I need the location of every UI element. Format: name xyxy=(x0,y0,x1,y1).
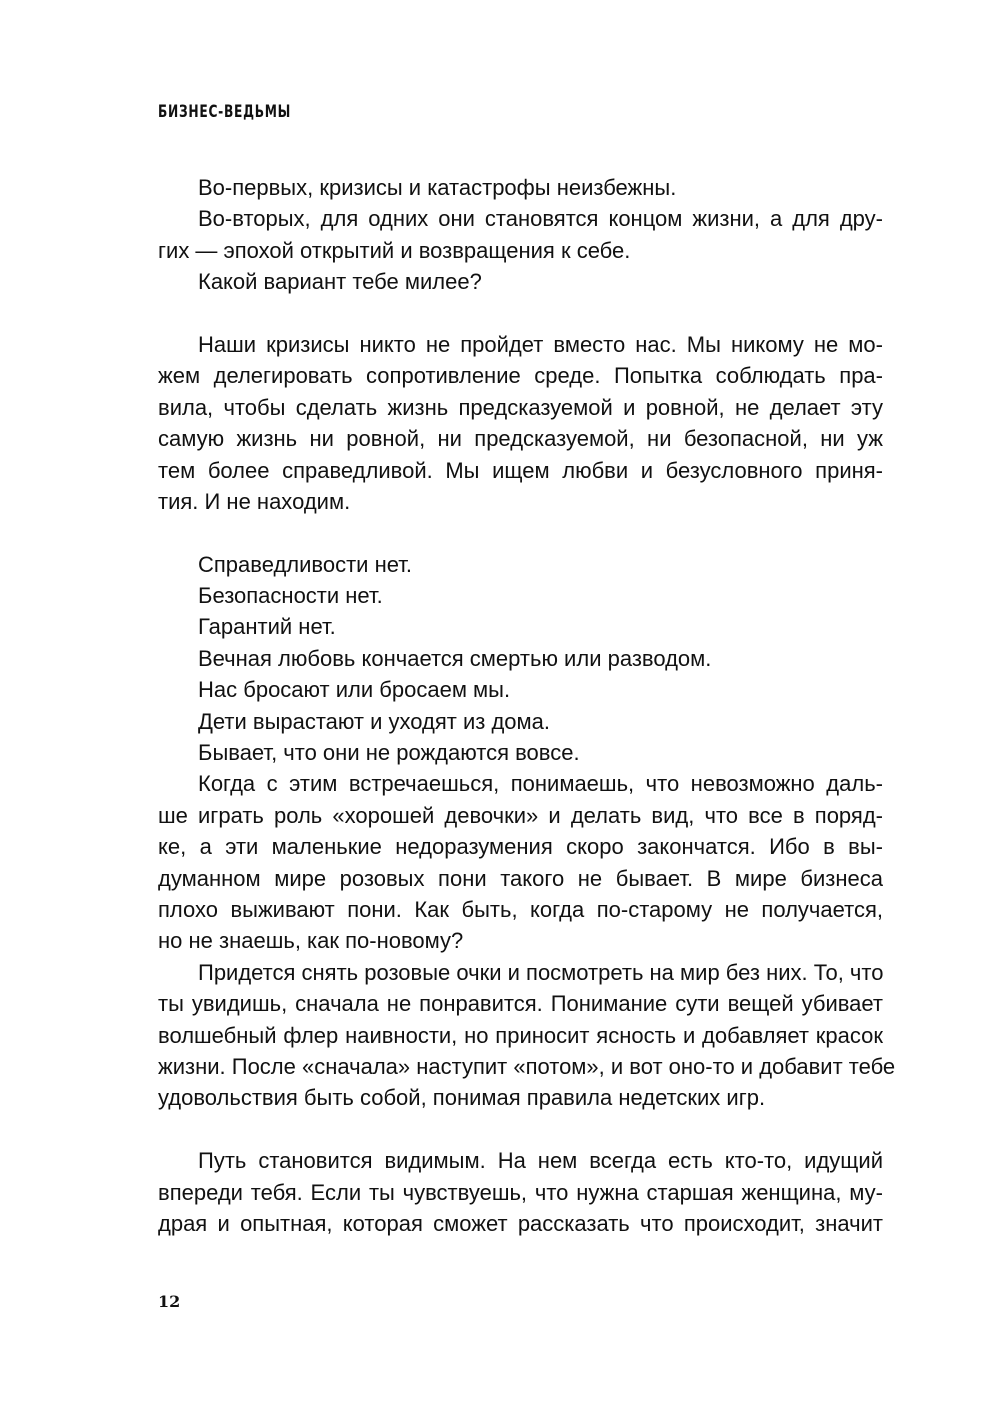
text-line: думанном мире розовых пони такого не бывает. В мире бизнеса xyxy=(158,865,883,891)
text-line: ке, а эти маленькие недоразумения скоро закончатся. Ибо в вы- xyxy=(158,834,883,860)
text-line: драя и опытная, которая сможет рассказать что происходит, значит xyxy=(158,1210,883,1236)
text-line: удовольствия быть собой, понимая правила недетских игр. xyxy=(158,1085,766,1111)
text-line: тия. И не находим. xyxy=(158,488,351,514)
text-line: самую жизнь ни ровной, ни предсказуемой, ни безопасной, ни уж xyxy=(158,426,883,452)
text-line: впереди тебя. Если ты чувствуешь, что нужна старшая женщина, му- xyxy=(158,1179,883,1205)
body-text xyxy=(158,172,896,1239)
text-line: Нас бросают или бросаем мы. xyxy=(198,677,511,703)
text-line: жем делегировать сопротивление среде. Попытка соблюдать пра- xyxy=(158,363,883,389)
paragraph-gap xyxy=(158,517,883,548)
text-line: ты увидишь, сначала не понравится. Понимание сути вещей убивает xyxy=(158,991,883,1017)
text-line: тем более справедливой. Мы ищем любви и безусловного приня- xyxy=(158,457,883,483)
text-line: Бывает, что они не рождаются вовсе. xyxy=(198,740,580,766)
text-line: Гарантий нет. xyxy=(198,614,336,640)
paragraph-gap xyxy=(158,298,883,329)
text-line: но не знаешь, как по-новому? xyxy=(158,928,464,954)
text-line: Придется снять розовые очки и посмотреть на мир без них. То, что xyxy=(198,959,884,985)
text-line: гих — эпохой открытий и возвращения к себе. xyxy=(158,237,631,263)
text-line: Во-первых, кризисы и катастрофы неизбежны. xyxy=(198,175,677,200)
running-head: БИЗНЕС-ВЕДЬМЫ xyxy=(158,102,292,122)
text-line: Вечная любовь кончается смертью или разводом. xyxy=(198,645,712,671)
text-line: плохо выживают пони. Как быть, когда по-старому не получается, xyxy=(158,896,883,922)
text-line: Когда с этим встречаешься, понимаешь, что невозможно даль- xyxy=(198,771,883,797)
text-line: волшебный флер наивности, но приносит ясность и добавляет красок xyxy=(158,1022,883,1048)
text-line: Путь становится видимым. На нем всегда есть кто-то, идущий xyxy=(198,1148,883,1174)
text-line: жизни. После «сначала» наступит «потом», и вот оно-то и добавит тебе xyxy=(158,1053,896,1079)
paragraph-gap xyxy=(158,1114,883,1145)
text-line: Во-вторых, для одних они становятся концом жизни, а для дру- xyxy=(198,206,883,232)
text-line: Какой вариант тебе милее? xyxy=(198,269,482,295)
text-line: вила, чтобы сделать жизнь предсказуемой и ровной, не делает эту xyxy=(158,394,883,420)
page-number: 12 xyxy=(158,1292,181,1311)
text-line: Справедливости нет. xyxy=(198,551,412,577)
text-line: Дети вырастают и уходят из дома. xyxy=(198,708,550,734)
text-line: Наши кризисы никто не пройдет вместо нас. Мы никому не мо- xyxy=(198,331,883,357)
text-line: ше играть роль «хорошей девочки» и делать вид, что все в поряд- xyxy=(158,802,883,828)
text-line: Безопасности нет. xyxy=(198,583,383,609)
